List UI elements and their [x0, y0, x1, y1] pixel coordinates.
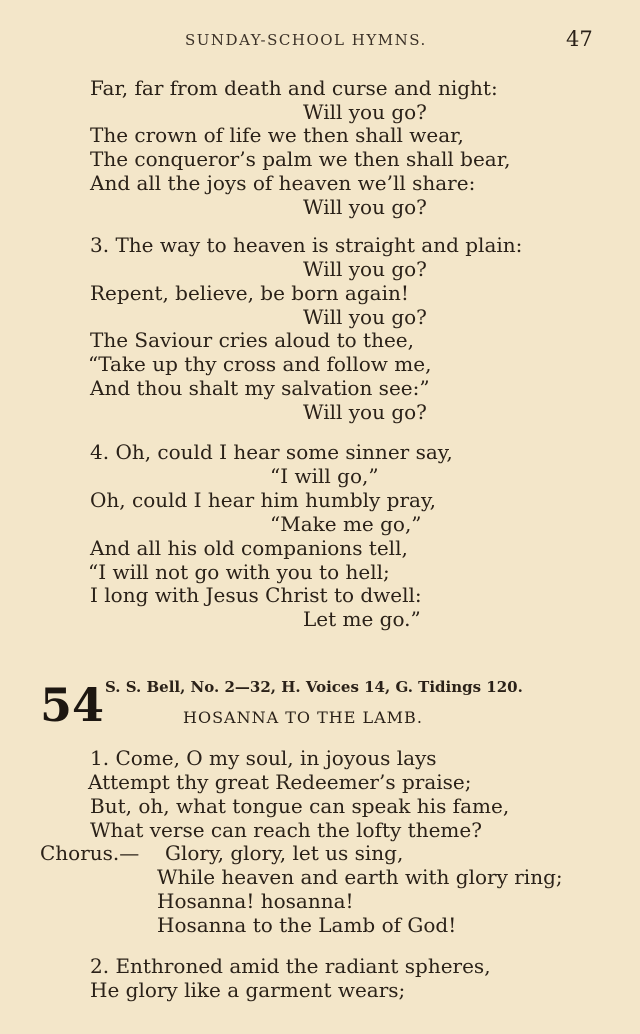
verse-line: And all his old companions tell,	[90, 536, 408, 560]
verse-refrain: “Make me go,”	[270, 512, 422, 536]
verse-line: 4. Oh, could I hear some sinner say,	[90, 440, 453, 464]
hymn-source: S. S. Bell, No. 2—32, H. Voices 14, G. Tidings 120.	[105, 678, 523, 696]
verse-line: The crown of life we then shall wear,	[90, 123, 464, 147]
verse-refrain: Let me go.”	[303, 607, 421, 631]
verse-refrain: Will you go?	[303, 305, 427, 329]
verse-line: “Take up thy cross and follow me,	[88, 352, 432, 376]
verse-line: And all the joys of heaven we’ll share:	[90, 171, 476, 195]
verse-line: The Saviour cries aloud to thee,	[90, 328, 414, 352]
verse-line: Oh, could I hear him humbly pray,	[90, 488, 436, 512]
hymn-number: 54	[40, 678, 105, 732]
verse-refrain: Will you go?	[303, 100, 427, 124]
verse-line: 1. Come, O my soul, in joyous lays	[90, 746, 437, 770]
verse-line: And thou shalt my salvation see:”	[90, 376, 430, 400]
verse-line: I long with Jesus Christ to dwell:	[90, 583, 422, 607]
running-title: SUNDAY-SCHOOL HYMNS.	[185, 31, 427, 49]
verse-refrain: Will you go?	[303, 400, 427, 424]
chorus-line: Glory, glory, let us sing,	[165, 841, 404, 865]
chorus-line: While heaven and earth with glory ring;	[157, 865, 563, 889]
verse-line: Attempt thy great Redeemer’s praise;	[88, 770, 472, 794]
verse-line: Far, far from death and curse and night:	[90, 76, 498, 100]
verse-refrain: Will you go?	[303, 257, 427, 281]
verse-line: But, oh, what tongue can speak his fame,	[90, 794, 510, 818]
verse-refrain: “I will go,”	[270, 464, 379, 488]
verse-line: 3. The way to heaven is straight and plain:	[90, 233, 523, 257]
verse-line: What verse can reach the lofty theme?	[90, 818, 482, 842]
chorus-line: Hosanna to the Lamb of God!	[157, 913, 457, 937]
verse-line: He glory like a garment wears;	[90, 978, 406, 1002]
verse-line: Repent, believe, be born again!	[90, 281, 409, 305]
verse-line: “I will not go with you to hell;	[88, 560, 390, 584]
verse-refrain: Will you go?	[303, 195, 427, 219]
verse-line: 2. Enthroned amid the radiant spheres,	[90, 954, 491, 978]
page-number: 47	[566, 27, 593, 51]
chorus-line: Hosanna! hosanna!	[157, 889, 354, 913]
chorus-label: Chorus.—	[40, 841, 140, 865]
verse-line: The conqueror’s palm we then shall bear,	[90, 147, 511, 171]
hymn-title: HOSANNA TO THE LAMB.	[183, 708, 423, 727]
